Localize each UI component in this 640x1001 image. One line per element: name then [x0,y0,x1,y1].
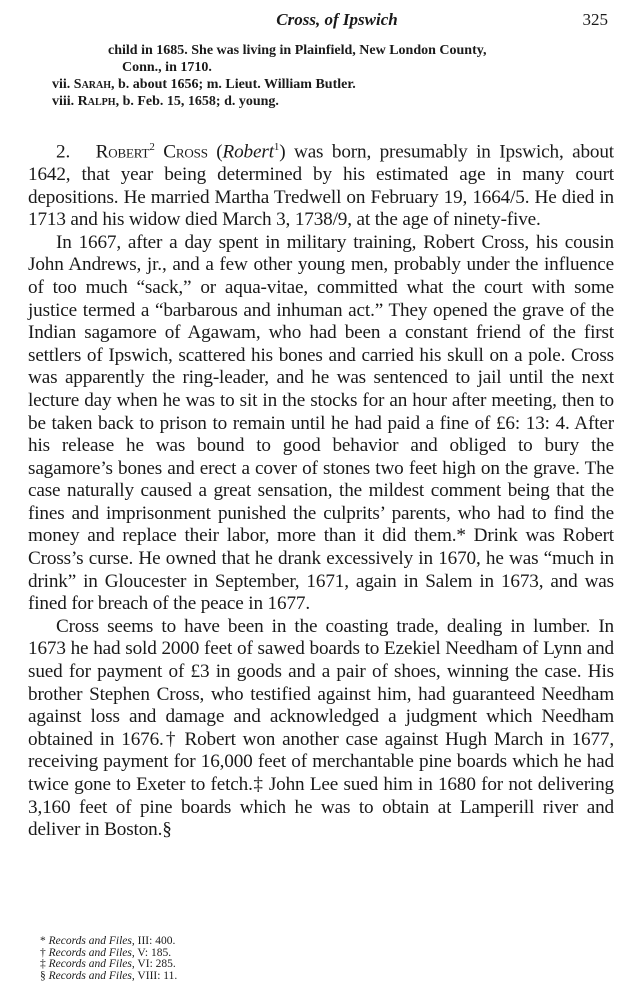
generation-number: 2 [149,141,155,153]
entry-paragraph-2: In 1667, after a day spent in military training, Robert Cross, his cousin John Andrews, jr., and a few other young men, probably under the influence of too much “sack,” or aqua-vitae, committed what the court with some justice termed a “barbarous and inhuman act.” They opened the grave of the Indian sagamore of Agawam, who had been a constant friend of the first settlers of Ipswich, scattered his bones and carried his skull on a pole. Cross was apparently the ring-leader, and he was sentenced to jail until the next lecture day when he was to sit in the stocks for an hour after meeting, then to be taken back to prison to remain until he had paid a fine of £6: 13: 4. After his release he was bound to good behavior and obliged to bury the sagamore’s bones and erect a cover of stones two feet high on the grave. The case naturally caused a great sensation, the mildest comment being that the fines and imprisonment punished the culprits’ parents, who had to find the money and replace their labor, more than it did them.* Drink was Robert Cross’s curse. He owned that he drank excessively in 1670, he was “much in drink” in Gloucester in September, 1671, again in Salem in 1673, and was fined for breach of the peace in 1677. [28,231,614,615]
footnote: * Records and Files, III: 400. [40,935,176,947]
parent-name: Robert [222,141,274,163]
child-details: , b. Feb. 15, 1658; d. young. [115,94,279,109]
parent-generation: 1 [273,141,280,153]
continuation-text: child in 1685. She was living in Plainfield, New London County, Conn., in 1710. [108,43,487,75]
paragraph-1-text: was born, presumably in Ipswich, about 1642, that year being determined by his estimated age in many court depositions. He married Martha Tredwell on February 19, 1664/5. He died in 1713 and his widow died March 3, 1738/9, at the age of ninety-five. [28,141,614,231]
previous-children-list [52,42,622,110]
entry-paragraph-3: Cross seems to have been in the coasting trade, dealing in lumber. In 1673 he had sold 2000 feet of sawed boards to Ezekiel Needham of Lynn and sued for payment of £3 in goods and a pair of shoes, winning the case. His brother Stephen Cross, who testified against him, had guaranteed Needham against loss and damage and acknowledged a judgment which Needham obtained in 1676.† Robert won another case against Hugh March in 1677, receiving payment for 16,000 feet of merchantable pine boards which he had twice gone to Exeter to fetch.‡ John Lee sued him in 1680 for not delivering 3,160 feet of pine boards which he was to obtain at Lamperill river and deliver in Boston.§ [28,615,614,841]
footnote: § Records and Files, VIII: 11. [40,969,178,982]
child-numeral: viii. [52,94,75,109]
entry-surname: Cross [163,141,208,163]
child-name: Ralph [77,94,116,109]
child-details: , b. about 1656; m. Lieut. William Butler. [111,77,356,92]
child-numeral: vii. [52,77,71,92]
child-entry-vii [52,76,622,93]
main-entry [28,136,614,842]
child-name: Sarah [73,77,112,92]
footnote: ‡ Records and Files, VI: 285. [40,958,176,970]
page-number: 325 [582,10,608,29]
entry-paragraph-1: 2. Robert$^2$ Cross (Robert$^1$) was born, presumably in Ipswich, about 1642, that year being determined by his estimated age in many court depositions. He married Martha Tredwell on February 19, 1664/5. He died in 1713 and his widow died March 3, 1738/9, at the age of ninety-five. [28,141,614,231]
entry-number: 2. [56,141,71,163]
running-head [60,10,614,34]
footnotes [40,936,600,982]
footnote: † Records and Files, V: 185. [40,946,172,959]
running-title: Cross, of Ipswich [276,10,398,29]
child-entry-viii [52,93,622,110]
entry-name: Robert [95,141,150,163]
